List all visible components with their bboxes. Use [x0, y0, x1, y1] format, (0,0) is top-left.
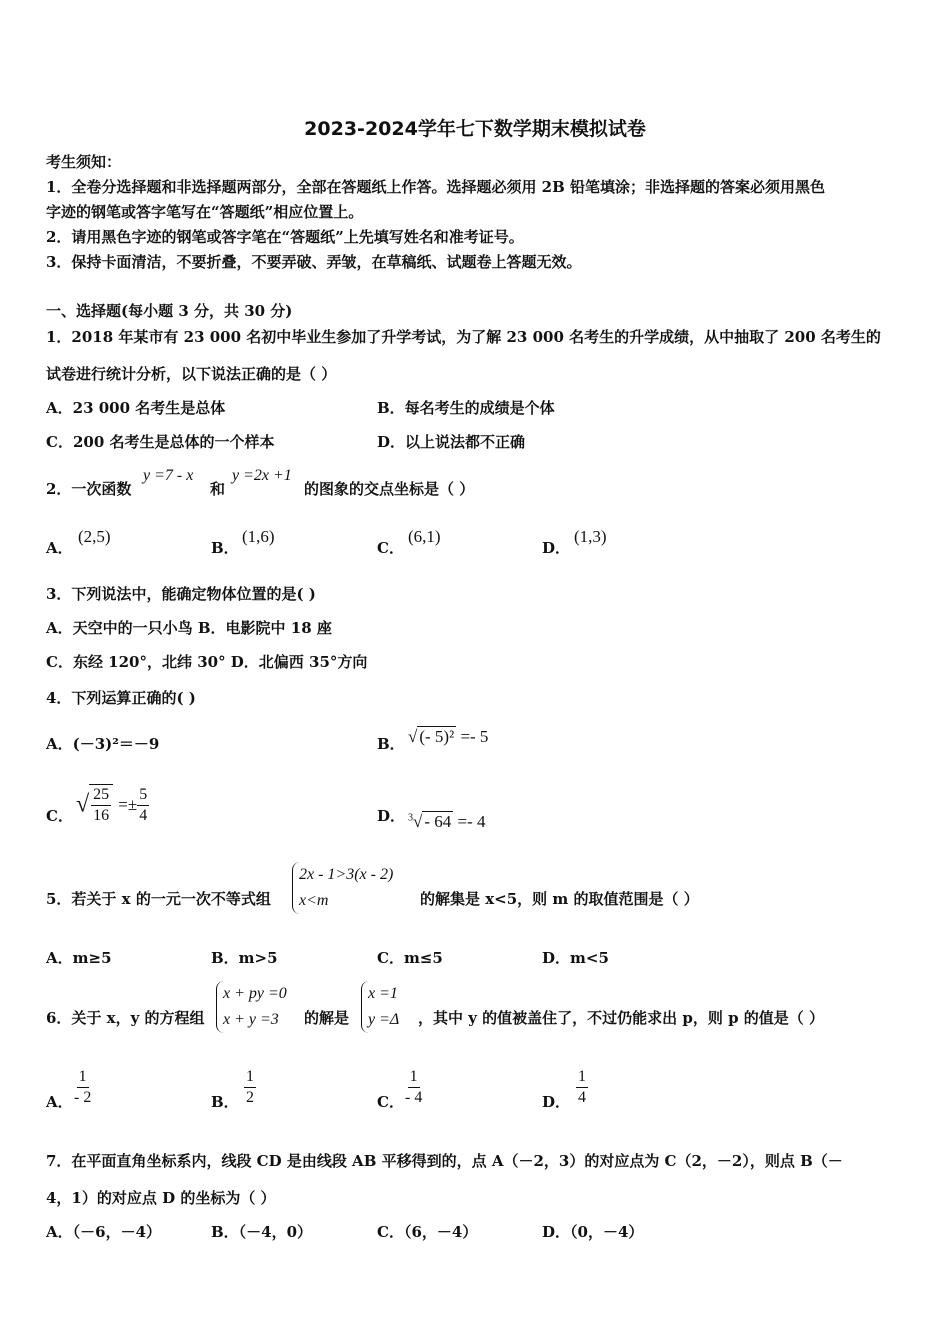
q7-option-d: D．（0，－4）	[542, 1223, 644, 1241]
q4-option-d-radicand: - 64	[424, 812, 452, 831]
q5-inequality-1: 2x - 1>3(x - 2)	[299, 866, 394, 883]
q6-option-d-num: 1	[576, 1067, 588, 1088]
q6-equation-2: x + y =3	[223, 1011, 279, 1028]
q6-option-b-den: 2	[246, 1089, 254, 1106]
q6-option-a-fraction	[74, 1067, 91, 1108]
q5-inequality-2: x<m	[299, 892, 329, 909]
q4-option-b-rhs: =- 5	[460, 727, 489, 746]
q1-option-d: D．以上说法都不正确	[377, 433, 526, 451]
q1-stem-a: 1．2018 年某市有 23 000 名初中毕业生参加了升学考试，为了解 23 000 名考生的升学成绩，从中抽取了 200 名考生的	[46, 328, 881, 346]
q4-option-c-expr: √ $\frac{25}{16}$ =± $\frac{5}{4}$	[76, 785, 148, 824]
q4-option-b-expr: √ (- 5)² =- 5	[408, 727, 489, 746]
q4-option-c-rden: 4	[139, 806, 148, 824]
q2-option-a-label: A．	[46, 539, 73, 557]
q5-option-a: A．m≥5	[46, 949, 112, 967]
notice-line-1a: 1．全卷分选择题和非选择题两部分，全部在答题纸上作答。选择题必须用 2B 铅笔填涂；非选择题的答案必须用黑色	[46, 178, 826, 196]
q2-option-c-value: (6,1)	[408, 527, 441, 546]
q4-option-d-label: D．	[377, 807, 406, 825]
q6-mid: 的解是	[304, 1009, 350, 1027]
q6-option-b-label: B．	[211, 1093, 239, 1111]
q1-option-a: A．23 000 名考生是总体	[46, 399, 226, 417]
q4-option-b-radicand: (- 5)²	[419, 727, 455, 746]
section-heading: 一、选择题(每小题 3 分，共 30 分)	[46, 302, 293, 320]
q6-option-c-label: C．	[377, 1093, 404, 1111]
q6-option-a-label: A．	[46, 1093, 73, 1111]
q2-mid: 和	[210, 480, 226, 498]
q4-option-c-label: C．	[46, 807, 73, 825]
q7-option-c: C．（6，－4）	[377, 1223, 478, 1241]
q5-inequality-system	[292, 862, 393, 914]
q6-suffix: ，其中 y 的值被盖住了，不过仍能求出 p，则 p 的值是（ ）	[418, 1009, 825, 1027]
q4-option-d-index: 3	[408, 812, 413, 824]
q6-option-c-num: 1	[408, 1067, 420, 1088]
q7-option-b: B．（－4，0）	[211, 1223, 313, 1241]
q4-option-c-den: 16	[93, 807, 110, 824]
q2-prefix: 2．一次函数	[46, 480, 132, 498]
q2-option-a-value: (2,5)	[78, 527, 111, 546]
q6-option-d-fraction	[576, 1067, 588, 1108]
q6-equation-1: x + py =0	[223, 985, 287, 1002]
notice-line-3: 3．保持卡面清洁，不要折叠，不要弄破、弄皱，在草稿纸、试题卷上答题无效。	[46, 253, 582, 271]
q4-stem: 4．下列运算正确的( )	[46, 689, 196, 707]
q6-solution-2: y =Δ	[368, 1011, 400, 1028]
q5-option-c: C．m≤5	[377, 949, 443, 967]
q5-option-d: D．m<5	[542, 949, 609, 967]
q4-option-d-expr: $^3$√ - 64 =- 4	[408, 812, 486, 831]
q5-prefix: 5．若关于 x 的一元一次不等式组	[46, 890, 271, 908]
q6-option-a-num: 1	[77, 1067, 89, 1088]
q4-option-c-num: 25	[91, 785, 111, 806]
q7-stem-a: 7．在平面直角坐标系内，线段 CD 是由线段 AB 平移得到的，点 A（－2，3）的对应点为 C（2，－2），则点 B（－	[46, 1152, 843, 1170]
q2-option-d-label: D．	[542, 539, 571, 557]
page-title: 2023-2024学年七下数学期末模拟试卷	[304, 118, 646, 140]
q1-option-b: B．每名考生的成绩是个体	[377, 399, 555, 417]
q4-option-c-eq: =±	[118, 795, 138, 814]
q4-option-c-rnum: 5	[137, 785, 149, 806]
notice-line-2: 2．请用黑色字迹的钢笔或答字笔在“答题纸”上先填写姓名和准考证号。	[46, 228, 524, 246]
q6-option-b-num: 1	[244, 1067, 256, 1088]
q2-function-2: y =2x +1	[232, 467, 292, 484]
q5-suffix: 的解集是 x<5，则 m 的取值范围是（ ）	[420, 890, 699, 908]
q1-stem-b: 试卷进行统计分析，以下说法正确的是（ ）	[46, 365, 337, 383]
notice-heading: 考生须知：	[46, 153, 122, 171]
q6-option-b-fraction	[244, 1067, 256, 1108]
q7-stem-b: 4，1）的对应点 D 的坐标为（ ）	[46, 1189, 276, 1207]
q6-solution-system	[361, 981, 399, 1033]
q3-options-ab: A．天空中的一只小鸟 B．电影院中 18 座	[46, 619, 332, 637]
q6-option-a-den: - 2	[74, 1089, 92, 1106]
q6-option-c-fraction	[405, 1067, 422, 1108]
q6-option-d-label: D．	[542, 1093, 571, 1111]
q4-option-d-rhs: =- 4	[457, 812, 486, 831]
notice-line-1b: 字迹的钢笔或答字笔写在“答题纸”相应位置上。	[46, 203, 364, 221]
q2-option-b-value: (1,6)	[242, 527, 275, 546]
q1-option-c: C．200 名考生是总体的一个样本	[46, 433, 275, 451]
q7-option-a: A．（－6，－4）	[46, 1223, 162, 1241]
q6-prefix: 6．关于 x，y 的方程组	[46, 1009, 205, 1027]
q2-suffix: 的图象的交点坐标是（ ）	[304, 480, 475, 498]
q4-option-b-label: B．	[377, 735, 405, 753]
q3-options-cd: C．东经 120°，北纬 30° D．北偏西 35°方向	[46, 653, 368, 671]
q2-function-1: y =7 - x	[143, 467, 194, 484]
q3-stem: 3．下列说法中，能确定物体位置的是( )	[46, 585, 316, 603]
q6-option-d-den: 4	[578, 1089, 586, 1106]
q6-option-c-den: - 4	[405, 1089, 423, 1106]
q2-option-c-label: C．	[377, 539, 404, 557]
q4-option-a: A．(－3)²＝－9	[46, 735, 160, 753]
q6-solution-1: x =1	[368, 985, 398, 1002]
q2-option-b-label: B．	[211, 539, 239, 557]
q6-equation-system	[216, 981, 287, 1033]
q2-option-d-value: (1,3)	[574, 527, 607, 546]
q5-option-b: B．m>5	[211, 949, 278, 967]
